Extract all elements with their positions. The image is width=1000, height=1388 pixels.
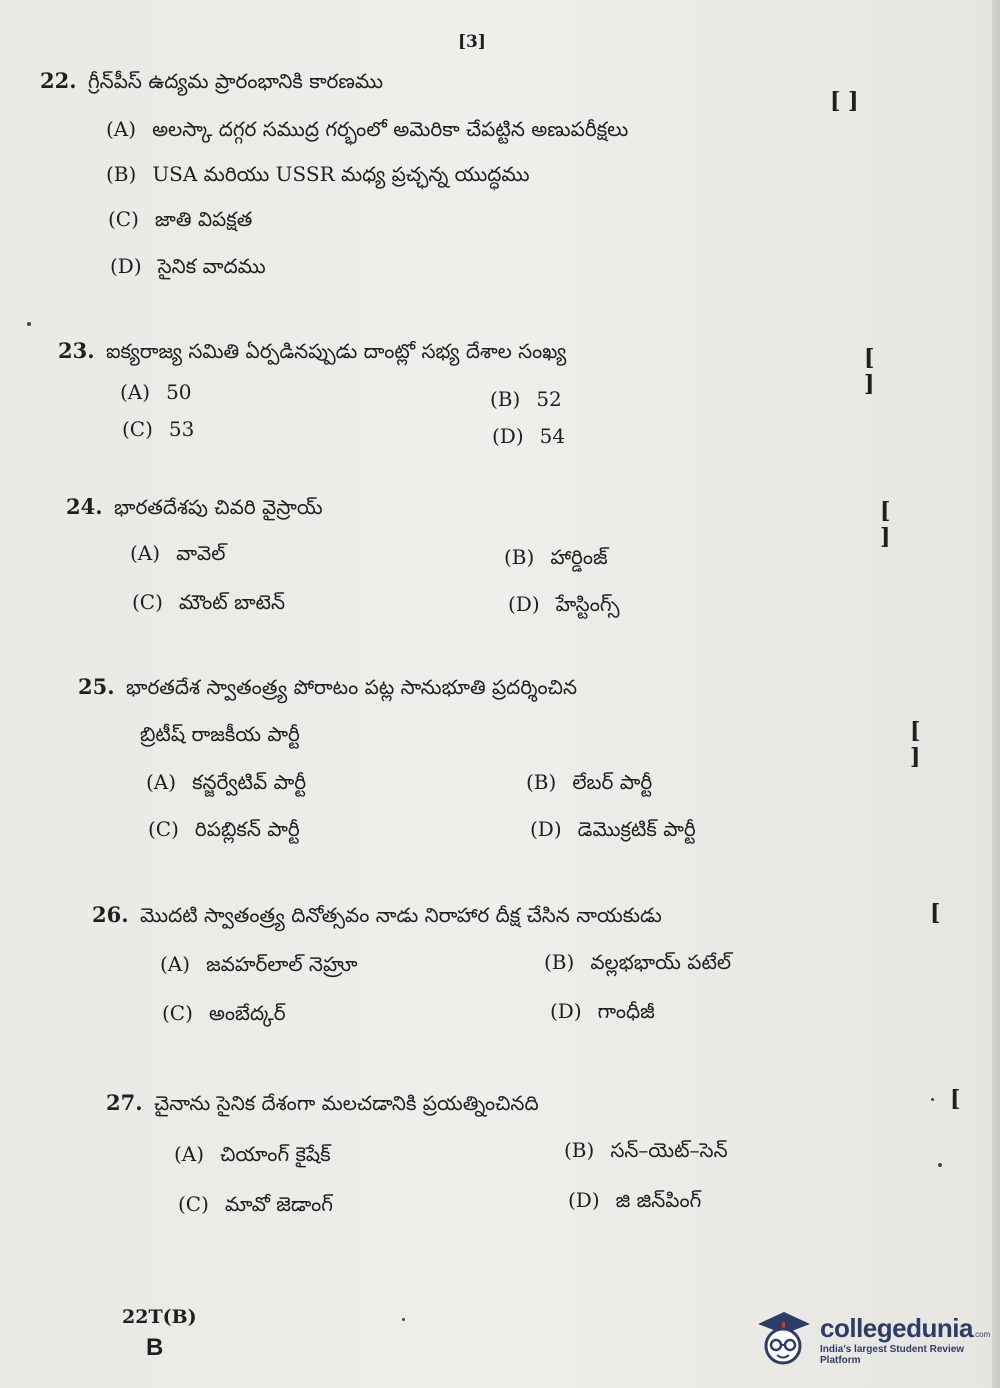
question-number: 27. [106, 1090, 143, 1115]
question-number: 24. [66, 494, 103, 519]
question-number: 23. [58, 338, 95, 363]
option-c: (C) మౌంట్ బాటెన్ [132, 590, 286, 614]
answer-bracket: [ ] [864, 345, 923, 397]
question-22 [40, 68, 383, 98]
page-number: [3] [458, 32, 486, 52]
question-27 [106, 1090, 539, 1120]
question-26 [92, 902, 662, 932]
question-number: 25. [78, 674, 115, 699]
option-d: (D) జి జిన్‌పింగ్ [568, 1188, 702, 1212]
answer-bracket: [ [930, 900, 941, 926]
option-a: (A) జవహర్‌లాల్ నెహ్రూ [160, 952, 358, 976]
option-d: (D) సైనిక వాదము [110, 254, 266, 278]
option-a: (A) వావెల్ [130, 541, 226, 565]
option-d: (D) డెమొక్రటిక్ పార్టీ [530, 817, 696, 841]
option-a: (A) అలస్కా దగ్గర సముద్ర గర్భంలో అమెరికా చేపట్టిన అణుపరీక్షలు [106, 117, 629, 141]
paper-set: B [146, 1334, 164, 1361]
page-edge-shadow [992, 0, 1000, 1388]
option-b: (B) USA మరియు USSR మధ్య ప్రచ్ఛన్న యుద్ధము [106, 162, 530, 186]
question-text: గ్రీన్‌పీస్ ఉద్యమ ప్రారంభానికి కారణము [88, 69, 384, 93]
option-b: (B) 52 [490, 387, 562, 411]
ink-speck [27, 322, 31, 326]
logo-tagline: India's largest Student Review Platform [820, 1343, 965, 1366]
question-text-continued: బ్రిటీష్ రాజకీయ పార్టీ [140, 722, 300, 746]
logo-name: collegedunia [820, 1312, 973, 1343]
paper-code: 22T(B) [122, 1306, 197, 1328]
ink-speck [402, 1318, 405, 1321]
option-d: (D) హేస్టింగ్స్ [508, 592, 620, 616]
option-b: (B) లేబర్ పార్టీ [526, 770, 653, 794]
option-c: (C) అంబేద్కర్ [162, 1001, 286, 1025]
option-c: (C) రిపబ్లికన్ పార్టీ [148, 817, 300, 841]
option-c: (C) జాతి విపక్షత [108, 207, 253, 231]
question-text: భారతదేశ స్వాతంత్ర్య పోరాటం పట్ల సానుభూతి ప్రదర్శించిన [126, 675, 577, 699]
option-a: (A) 50 [120, 380, 192, 404]
question-text: మొదటి స్వాతంత్ర్య దినోత్సవం నాడు నిరాహార దీక్ష చేసిన నాయకుడు [140, 903, 662, 927]
question-25 [78, 674, 577, 751]
student-avatar-icon [752, 1308, 814, 1370]
option-a: (A) కన్జర్వేటివ్ పార్టీ [146, 770, 307, 794]
ink-speck [931, 1098, 934, 1101]
question-number: 22. [40, 68, 77, 93]
option-d: (D) గాంధీజీ [550, 999, 655, 1023]
question-text: భారతదేశపు చివరి వైస్రాయ్ [114, 495, 323, 519]
answer-bracket: [ [950, 1086, 961, 1112]
question-23 [58, 338, 566, 368]
question-number: 26. [92, 902, 129, 927]
option-d: (D) 54 [492, 424, 566, 448]
question-24 [66, 494, 323, 524]
option-b: (B) వల్లభభాయ్ పటేల్ [544, 950, 732, 974]
option-b: (B) హార్డింజ్ [504, 545, 608, 569]
answer-bracket: [ ] [910, 718, 975, 770]
logo-dotcom: .com [972, 1329, 991, 1339]
option-b: (B) సన్–యెట్–సెన్ [564, 1138, 728, 1162]
option-c: (C) 53 [122, 417, 195, 441]
ink-speck [938, 1163, 942, 1167]
option-c: (C) మావో జెడాంగ్ [178, 1192, 333, 1216]
option-a: (A) చియాంగ్ కైషేక్ [174, 1142, 331, 1166]
answer-bracket: [ ] [830, 88, 859, 114]
answer-bracket: [ ] [880, 498, 943, 550]
question-text: చైనాను సైనిక దేశంగా మలచడానికి ప్రయత్నించినది [154, 1091, 539, 1115]
collegedunia-logo [752, 1308, 1000, 1370]
question-text: ఐక్యరాజ్య సమితి ఏర్పడినప్పుడు దాంట్లో సభ్య దేశాల సంఖ్య [106, 339, 567, 363]
